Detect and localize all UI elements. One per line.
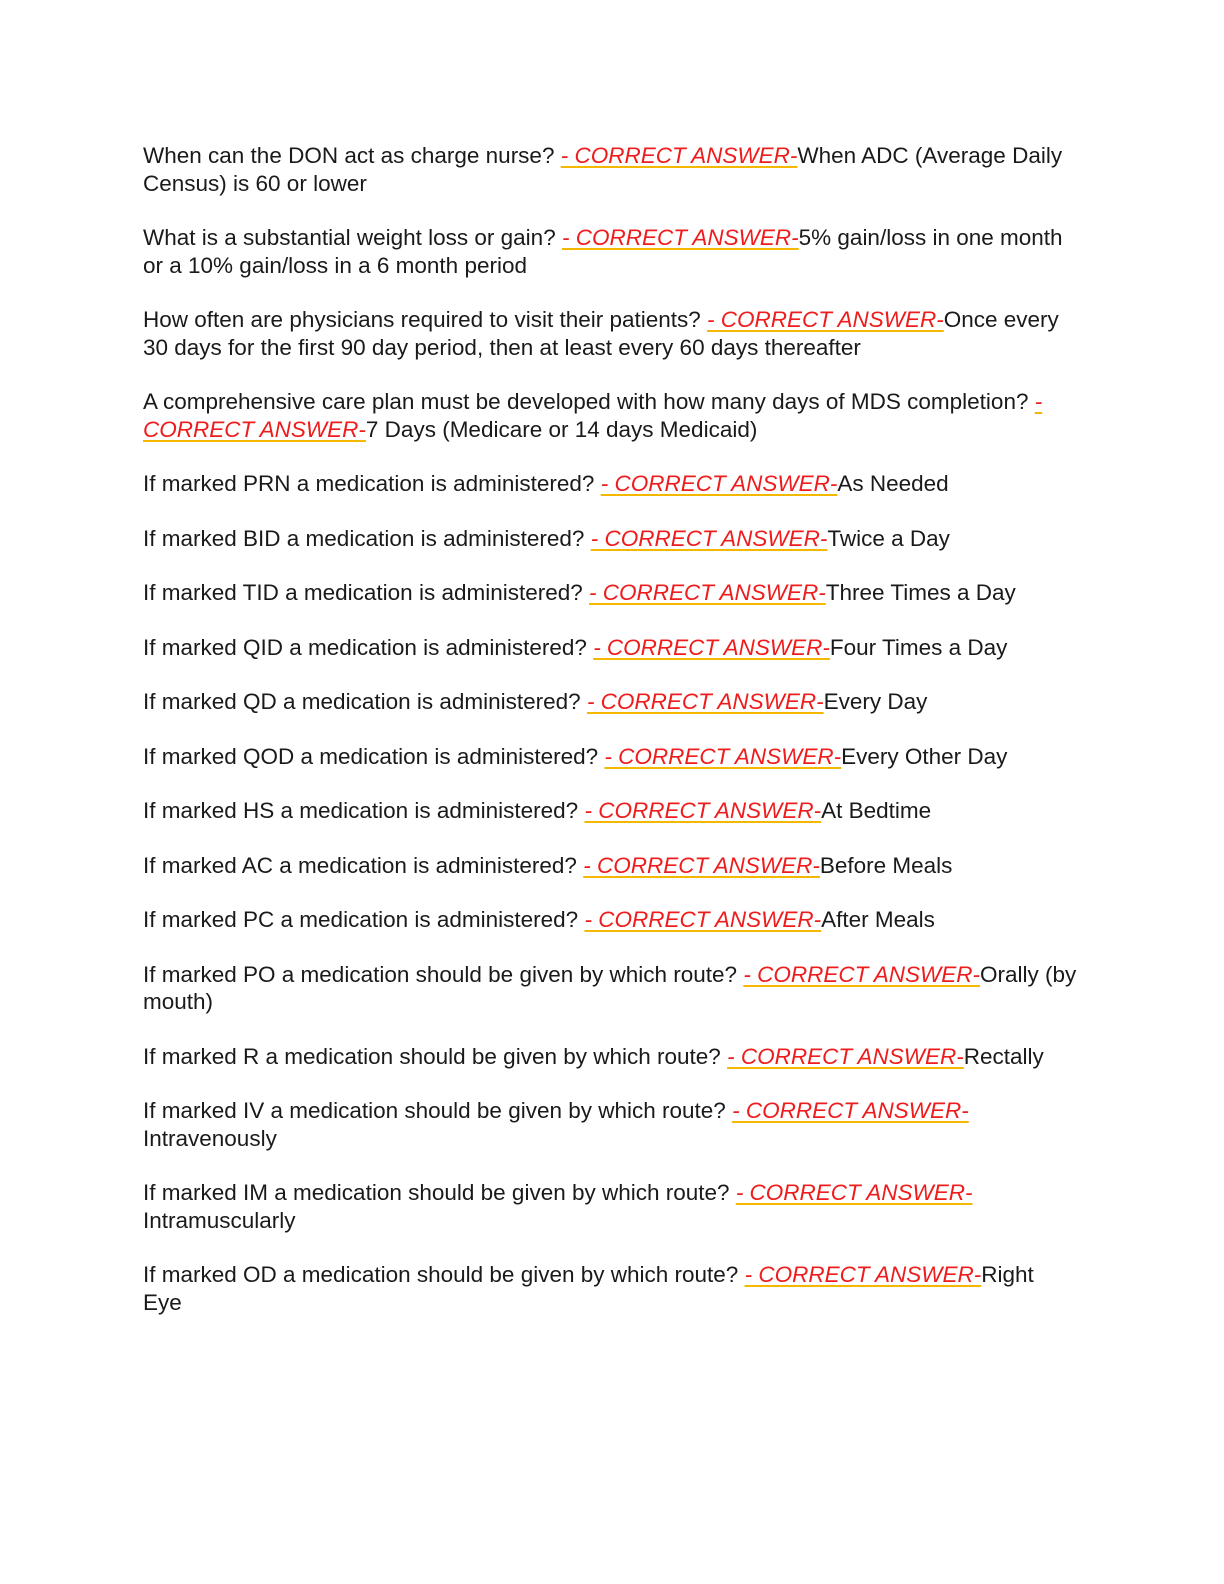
question-text: If marked PC a medication is administered? xyxy=(143,907,585,932)
qa-item xyxy=(143,142,1078,197)
correct-answer-label: - CORRECT ANSWER- xyxy=(727,1043,964,1069)
correct-answer-label: - CORRECT ANSWER- xyxy=(707,307,944,332)
question-text: If marked QOD a medication is administered? xyxy=(143,743,605,769)
correct-answer-label: - CORRECT ANSWER- xyxy=(560,143,798,168)
question-text: When can the DON act as charge nurse? xyxy=(143,143,561,168)
question-text: A comprehensive care plan must be developed with how many days of MDS completion? xyxy=(143,389,1035,414)
answer-text: Before Meals xyxy=(819,852,953,878)
question-text: If marked AC a medication is administered? xyxy=(143,852,584,878)
question-text: What is a substantial weight loss or gain? xyxy=(143,225,562,250)
question-text: If marked TID a medication is administered? xyxy=(143,580,590,605)
question-text: If marked BID a medication is administered? xyxy=(143,525,591,551)
correct-answer-label: - CORRECT ANSWER- xyxy=(584,907,822,932)
answer-text: 5% gain/loss in one month or a 10% gain/loss in a 6 month period xyxy=(143,225,1063,278)
correct-answer-label: - CORRECT ANSWER- xyxy=(590,525,828,551)
question-text: If marked QID a medication is administered? xyxy=(143,634,594,660)
correct-answer-label: - CORRECT ANSWER- xyxy=(586,689,824,714)
question-text: If marked QD a medication is administered? xyxy=(143,689,587,714)
qa-item xyxy=(143,634,1078,662)
qa-item xyxy=(143,1043,1078,1071)
qa-item xyxy=(143,579,1078,607)
answer-text: After Meals xyxy=(821,907,935,932)
correct-answer-label: - CORRECT ANSWER- xyxy=(583,852,820,878)
question-text: If marked PO a medication should be given by which route? xyxy=(143,961,744,987)
answer-text: Intravenously xyxy=(143,1125,277,1151)
document-page xyxy=(143,142,1078,1343)
qa-item xyxy=(143,961,1078,1016)
question-text: If marked IM a medication should be given by which route? xyxy=(143,1180,736,1205)
question-text: If marked PRN a medication is administered? xyxy=(143,471,601,496)
correct-answer-label: - CORRECT ANSWER- xyxy=(744,1262,982,1287)
qa-item xyxy=(143,388,1078,443)
qa-item xyxy=(143,852,1078,880)
qa-item xyxy=(143,525,1078,553)
answer-text: At Bedtime xyxy=(821,798,932,823)
answer-text: When ADC (Average Daily Census) is 60 or lower xyxy=(143,143,1063,196)
qa-item xyxy=(143,688,1078,716)
qa-item xyxy=(143,1179,1078,1234)
answer-text: 7 Days (Medicare or 14 days Medicaid) xyxy=(365,416,758,442)
answer-text: Twice a Day xyxy=(827,525,950,551)
answer-text: Every Day xyxy=(823,689,928,714)
correct-answer-label: - CORRECT ANSWER- xyxy=(584,798,822,823)
correct-answer-label: - CORRECT ANSWER- xyxy=(143,389,1043,442)
answer-text: Three Times a Day xyxy=(825,580,1016,605)
answer-text: As Needed xyxy=(837,471,949,496)
correct-answer-label: - CORRECT ANSWER- xyxy=(604,743,842,769)
qa-item xyxy=(143,906,1078,934)
question-text: If marked IV a medication should be given by which route? xyxy=(143,1098,733,1123)
question-text: If marked R a medication should be given by which route? xyxy=(143,1043,728,1069)
answer-text: Rectally xyxy=(963,1043,1044,1069)
qa-item xyxy=(143,743,1078,771)
correct-answer-label: - CORRECT ANSWER- xyxy=(593,634,830,660)
answer-text: Orally (by mouth) xyxy=(143,961,1077,1014)
correct-answer-label: - CORRECT ANSWER- xyxy=(732,1098,969,1123)
qa-item xyxy=(143,306,1078,361)
correct-answer-label: - CORRECT ANSWER- xyxy=(589,580,826,605)
answer-text: Four Times a Day xyxy=(829,634,1008,660)
qa-item xyxy=(143,470,1078,498)
qa-item xyxy=(143,1261,1078,1316)
question-text: If marked OD a medication should be given by which route? xyxy=(143,1262,745,1287)
answer-text: Every Other Day xyxy=(841,743,1008,769)
qa-item xyxy=(143,224,1078,279)
qa-item xyxy=(143,797,1078,825)
question-text: How often are physicians required to visit their patients? xyxy=(143,307,708,332)
correct-answer-label: - CORRECT ANSWER- xyxy=(600,471,838,496)
question-text: If marked HS a medication is administered? xyxy=(143,798,585,823)
answer-text: Intramuscularly xyxy=(143,1207,296,1233)
correct-answer-label: - CORRECT ANSWER- xyxy=(743,961,980,987)
correct-answer-label: - CORRECT ANSWER- xyxy=(561,225,799,250)
answer-text: Right Eye xyxy=(143,1262,1034,1315)
answer-text: Once every 30 days for the first 90 day period, then at least every 60 days thereafter xyxy=(143,307,1059,360)
correct-answer-label: - CORRECT ANSWER- xyxy=(735,1180,973,1205)
qa-item xyxy=(143,1097,1078,1152)
